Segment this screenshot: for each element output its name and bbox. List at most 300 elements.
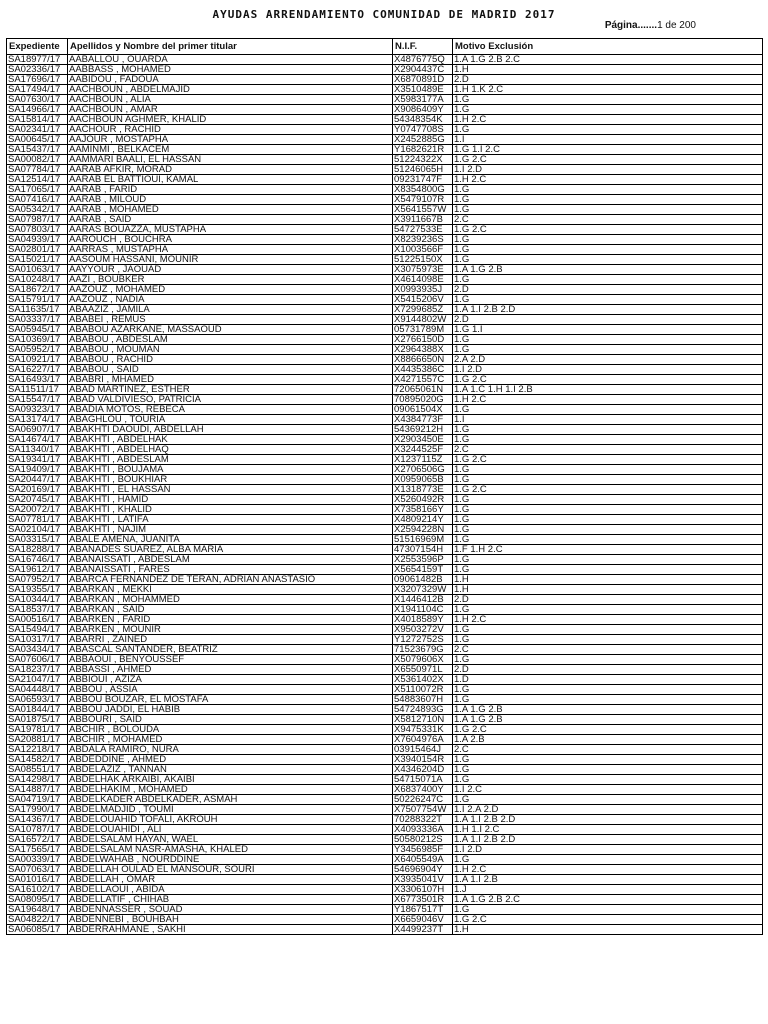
cell-nombre: ABABOU , MOUMAN <box>68 345 393 355</box>
cell-nif: X4499237T <box>393 925 453 935</box>
cell-expediente: SA03434/17 <box>7 645 68 655</box>
cell-motivo: 1.G <box>453 435 763 445</box>
table-row <box>7 925 763 935</box>
cell-expediente: SA07784/17 <box>7 165 68 175</box>
cell-nombre: ABDENNASSER , SOUAD <box>68 905 393 915</box>
table-row <box>7 655 763 665</box>
cell-nif: 09061482B <box>393 575 453 585</box>
table-row <box>7 415 763 425</box>
cell-expediente: SA04448/17 <box>7 685 68 695</box>
table-row <box>7 895 763 905</box>
cell-motivo: 1.G <box>453 335 763 345</box>
table-row <box>7 615 763 625</box>
cell-nif: 03915464J <box>393 745 453 755</box>
cell-expediente: SA06085/17 <box>7 925 68 935</box>
cell-motivo: 1.G <box>453 405 763 415</box>
cell-expediente: SA15547/17 <box>7 395 68 405</box>
cell-nombre: ABARKAN , MOHAMMED <box>68 595 393 605</box>
cell-motivo: 1.G <box>453 95 763 105</box>
cell-nif: X6837400Y <box>393 785 453 795</box>
cell-nombre: ABALE AMENA, JUANITA <box>68 535 393 545</box>
cell-nif: X6659046V <box>393 915 453 925</box>
table-row <box>7 65 763 75</box>
cell-nif: X9144802W <box>393 315 453 325</box>
cell-expediente: SA14367/17 <box>7 815 68 825</box>
cell-nombre: ABAKHTI , EL HASSAN <box>68 485 393 495</box>
cell-motivo: 1.G <box>453 625 763 635</box>
cell-nombre: ABABRI , MHAMED <box>68 375 393 385</box>
cell-motivo: 2.D <box>453 285 763 295</box>
cell-motivo: 1.G 2.C <box>453 485 763 495</box>
table-row <box>7 285 763 295</box>
cell-expediente: SA20169/17 <box>7 485 68 495</box>
cell-expediente: SA14298/17 <box>7 775 68 785</box>
cell-nif: X9503272V <box>393 625 453 635</box>
cell-motivo: 1.G <box>453 245 763 255</box>
cell-expediente: SA15494/17 <box>7 625 68 635</box>
table-row <box>7 675 763 685</box>
cell-nombre: ABDELWAHAB , NOURDDINE <box>68 855 393 865</box>
header-nif: N.I.F. <box>393 39 453 55</box>
cell-nombre: ABADIA MOTOS, REBECA <box>68 405 393 415</box>
table-row <box>7 825 763 835</box>
cell-expediente: SA01063/17 <box>7 265 68 275</box>
cell-nif: X1446412B <box>393 595 453 605</box>
table-row <box>7 245 763 255</box>
cell-expediente: SA19409/17 <box>7 465 68 475</box>
table-row <box>7 295 763 305</box>
cell-expediente: SA05945/17 <box>7 325 68 335</box>
table-row <box>7 765 763 775</box>
cell-expediente: SA17565/17 <box>7 845 68 855</box>
cell-nif: X7604976A <box>393 735 453 745</box>
cell-motivo: 1.G 2.C <box>453 225 763 235</box>
table-row <box>7 75 763 85</box>
cell-motivo: 1.A 1.C 1.H 1.I 2.B <box>453 385 763 395</box>
cell-nombre: AABALLOU , OUARDA <box>68 55 393 65</box>
cell-nif: X5479107R <box>393 195 453 205</box>
cell-expediente: SA18977/17 <box>7 55 68 65</box>
cell-motivo: 1.G 2.C <box>453 155 763 165</box>
cell-motivo: 1.G <box>453 345 763 355</box>
table-row <box>7 875 763 885</box>
cell-nombre: ABBOURI , SAID <box>68 715 393 725</box>
cell-motivo: 1.G <box>453 255 763 265</box>
table-row <box>7 815 763 825</box>
cell-nombre: ABANAISSATI , ABDESLAM <box>68 555 393 565</box>
table-row <box>7 565 763 575</box>
cell-motivo: 1.G 2.C <box>453 725 763 735</box>
cell-expediente: SA16572/17 <box>7 835 68 845</box>
cell-nombre: AARAB AFKIR, MORAD <box>68 165 393 175</box>
cell-motivo: 1.A 1.G 2.B 2.C <box>453 895 763 905</box>
cell-expediente: SA06907/17 <box>7 425 68 435</box>
cell-nombre: AAZOUZ , MOHAMED <box>68 285 393 295</box>
table-row <box>7 725 763 735</box>
table-row <box>7 265 763 275</box>
table-row <box>7 865 763 875</box>
cell-nombre: AARAB , MILOUD <box>68 195 393 205</box>
table-row <box>7 85 763 95</box>
cell-nif: 71523679G <box>393 645 453 655</box>
header-motivo: Motivo Exclusión <box>453 39 763 55</box>
cell-nif: 54696904Y <box>393 865 453 875</box>
cell-expediente: SA15021/17 <box>7 255 68 265</box>
cell-motivo: 1.H <box>453 585 763 595</box>
table-row <box>7 335 763 345</box>
cell-expediente: SA06593/17 <box>7 695 68 705</box>
cell-nif: X5983177A <box>393 95 453 105</box>
cell-motivo: 1.G <box>453 905 763 915</box>
cell-expediente: SA07803/17 <box>7 225 68 235</box>
cell-nombre: ABARKEN , MOUNIR <box>68 625 393 635</box>
table-row <box>7 55 763 65</box>
table-row <box>7 485 763 495</box>
cell-expediente: SA18672/17 <box>7 285 68 295</box>
table-row <box>7 315 763 325</box>
cell-motivo: 1.I <box>453 415 763 425</box>
cell-nif: X5812710N <box>393 715 453 725</box>
cell-nombre: ABDELLAOUI , ABIDA <box>68 885 393 895</box>
cell-motivo: 1.G <box>453 505 763 515</box>
table-row <box>7 605 763 615</box>
cell-expediente: SA07952/17 <box>7 575 68 585</box>
cell-expediente: SA19612/17 <box>7 565 68 575</box>
cell-motivo: 1.A 1.I 2.B 2.D <box>453 305 763 315</box>
cell-nombre: ABAD VALDIVIESO, PATRICIA <box>68 395 393 405</box>
table-row <box>7 385 763 395</box>
cell-motivo: 1.G <box>453 295 763 305</box>
cell-expediente: SA20072/17 <box>7 505 68 515</box>
cell-nif: 09061504X <box>393 405 453 415</box>
table-row <box>7 125 763 135</box>
table-row <box>7 745 763 755</box>
cell-motivo: 1.H 2.C <box>453 615 763 625</box>
cell-expediente: SA02341/17 <box>7 125 68 135</box>
cell-nombre: ABAKHTI , NAJIM <box>68 525 393 535</box>
cell-motivo: 1.J <box>453 885 763 895</box>
cell-nif: 05731789M <box>393 325 453 335</box>
table-row <box>7 795 763 805</box>
cell-nombre: ABARCA FERNANDEZ DE TERAN, ADRIAN ANASTASIO <box>68 575 393 585</box>
table-row <box>7 855 763 865</box>
cell-motivo: 1.H <box>453 575 763 585</box>
cell-motivo: 1.G <box>453 765 763 775</box>
cell-nif: Y0747708S <box>393 125 453 135</box>
cell-expediente: SA20745/17 <box>7 495 68 505</box>
cell-expediente: SA16102/17 <box>7 885 68 895</box>
cell-nif: 09231747F <box>393 175 453 185</box>
cell-expediente: SA19781/17 <box>7 725 68 735</box>
cell-nombre: ABAKHTI DAOUDI, ABDELLAH <box>68 425 393 435</box>
cell-nif: X6870891D <box>393 75 453 85</box>
cell-motivo: 1.H 2.C <box>453 175 763 185</box>
cell-nombre: AACHBOUN , ALIA <box>68 95 393 105</box>
table-row <box>7 755 763 765</box>
cell-nombre: AASOUM HASSANI, MOUNIR <box>68 255 393 265</box>
cell-nombre: AARAB , MOHAMED <box>68 205 393 215</box>
cell-motivo: 2.D <box>453 595 763 605</box>
cell-nombre: ABAKHTI , ABDELHAK <box>68 435 393 445</box>
cell-nif: 51225150X <box>393 255 453 265</box>
table-row <box>7 275 763 285</box>
table-row <box>7 135 763 145</box>
cell-motivo: 2.C <box>453 215 763 225</box>
cell-nombre: ABDELLAH OULAD EL MANSOUR, SOURI <box>68 865 393 875</box>
table-row <box>7 455 763 465</box>
cell-expediente: SA19648/17 <box>7 905 68 915</box>
cell-nif: X3244525F <box>393 445 453 455</box>
cell-expediente: SA16493/17 <box>7 375 68 385</box>
cell-motivo: 1.G <box>453 185 763 195</box>
cell-nif: X8354800G <box>393 185 453 195</box>
cell-expediente: SA01016/17 <box>7 875 68 885</box>
cell-motivo: 1.D <box>453 675 763 685</box>
cell-motivo: 1.G <box>453 605 763 615</box>
cell-nombre: AARAB , FARID <box>68 185 393 195</box>
cell-expediente: SA10787/17 <box>7 825 68 835</box>
cell-nif: X6405549A <box>393 855 453 865</box>
cell-motivo: 1.G <box>453 105 763 115</box>
cell-nif: X6773501R <box>393 895 453 905</box>
cell-expediente: SA09323/17 <box>7 405 68 415</box>
document-title: AYUDAS ARRENDAMIENTO COMUNIDAD DE MADRID 2017 <box>212 8 556 21</box>
table-row <box>7 635 763 645</box>
cell-motivo: 2.D <box>453 315 763 325</box>
cell-expediente: SA10369/17 <box>7 335 68 345</box>
table-row <box>7 845 763 855</box>
cell-expediente: SA04719/17 <box>7 795 68 805</box>
table-row <box>7 175 763 185</box>
cell-expediente: SA16746/17 <box>7 555 68 565</box>
cell-nif: X4271557C <box>393 375 453 385</box>
cell-expediente: SA00082/17 <box>7 155 68 165</box>
cell-expediente: SA07063/17 <box>7 865 68 875</box>
cell-nif: X1318773E <box>393 485 453 495</box>
cell-nombre: ABAD MARTINEZ, ESTHER <box>68 385 393 395</box>
cell-expediente: SA15437/17 <box>7 145 68 155</box>
cell-nif: 54883607H <box>393 695 453 705</box>
cell-expediente: SA08095/17 <box>7 895 68 905</box>
cell-nif: X4093336A <box>393 825 453 835</box>
cell-nombre: ABASCAL SANTANDER, BEATRIZ <box>68 645 393 655</box>
cell-expediente: SA10344/17 <box>7 595 68 605</box>
table-row <box>7 535 763 545</box>
table-row <box>7 225 763 235</box>
cell-expediente: SA17696/17 <box>7 75 68 85</box>
cell-nombre: ABABOU , SAID <box>68 365 393 375</box>
cell-expediente: SA10248/17 <box>7 275 68 285</box>
table-row <box>7 445 763 455</box>
cell-nombre: AAJOUR , MOSTAPHA <box>68 135 393 145</box>
cell-motivo: 1.G <box>453 535 763 545</box>
table-row <box>7 695 763 705</box>
table-row <box>7 405 763 415</box>
cell-expediente: SA11340/17 <box>7 445 68 455</box>
cell-motivo: 1.H 2.C <box>453 395 763 405</box>
cell-nombre: ABABOU , RACHID <box>68 355 393 365</box>
cell-motivo: 1.I 2.D <box>453 165 763 175</box>
cell-nombre: AARAS BOUAZZA, MUSTAPHA <box>68 225 393 235</box>
cell-motivo: 1.G <box>453 475 763 485</box>
cell-motivo: 1.A 2.B <box>453 735 763 745</box>
cell-nif: X2904437C <box>393 65 453 75</box>
cell-nombre: AAYYOUR , JAOUAD <box>68 265 393 275</box>
cell-nif: X5415206V <box>393 295 453 305</box>
cell-nif: X0959065B <box>393 475 453 485</box>
cell-nombre: AARRAS , MUSTAPHA <box>68 245 393 255</box>
cell-nif: X3940154R <box>393 755 453 765</box>
cell-nombre: ABDELKADER ABDELKADER, ASMAH <box>68 795 393 805</box>
cell-motivo: 1.G <box>453 695 763 705</box>
cell-nombre: ABAKHTI , KHALID <box>68 505 393 515</box>
cell-nombre: ABARKAN , SAID <box>68 605 393 615</box>
cell-motivo: 2.D <box>453 665 763 675</box>
table-row <box>7 365 763 375</box>
cell-expediente: SA04939/17 <box>7 235 68 245</box>
cell-expediente: SA14674/17 <box>7 435 68 445</box>
cell-motivo: 1.H 1.I 2.C <box>453 825 763 835</box>
cell-motivo: 1.G <box>453 125 763 135</box>
cell-motivo: 1.H <box>453 65 763 75</box>
cell-nombre: ABABOU AZARKANE, MASSAOUD <box>68 325 393 335</box>
cell-nif: 50226247C <box>393 795 453 805</box>
table-row <box>7 555 763 565</box>
cell-nombre: AARAB , SAID <box>68 215 393 225</box>
cell-nif: Y1867517T <box>393 905 453 915</box>
table-row <box>7 525 763 535</box>
cell-nombre: AABBASS , MOHAMED <box>68 65 393 75</box>
cell-nombre: ABARKAN , MEKKI <box>68 585 393 595</box>
cell-expediente: SA07606/17 <box>7 655 68 665</box>
table-row <box>7 835 763 845</box>
table-row <box>7 505 763 515</box>
cell-nombre: ABAGHLOU , TOURIA <box>68 415 393 425</box>
table-body <box>7 55 763 935</box>
cell-expediente: SA01844/17 <box>7 705 68 715</box>
cell-motivo: 1.I 2.A 2.D <box>453 805 763 815</box>
cell-nif: X0993935J <box>393 285 453 295</box>
cell-expediente: SA10317/17 <box>7 635 68 645</box>
cell-expediente: SA15814/17 <box>7 115 68 125</box>
cell-motivo: 1.G <box>453 495 763 505</box>
cell-nombre: ABBOU , ASSIA <box>68 685 393 695</box>
cell-nif: X5260492R <box>393 495 453 505</box>
table-row <box>7 145 763 155</box>
cell-motivo: 1.G <box>453 855 763 865</box>
table-row <box>7 885 763 895</box>
cell-motivo: 1.G <box>453 555 763 565</box>
table-row <box>7 585 763 595</box>
cell-motivo: 1.I 2.C <box>453 785 763 795</box>
cell-nif: X1237115Z <box>393 455 453 465</box>
cell-nombre: AARAB EL BATTIOUI, KAMAL <box>68 175 393 185</box>
page-indicator <box>605 20 696 31</box>
table-row <box>7 915 763 925</box>
cell-motivo: 1.G <box>453 515 763 525</box>
table-row <box>7 465 763 475</box>
table-row <box>7 105 763 115</box>
cell-nombre: ABDELLAH , OMAR <box>68 875 393 885</box>
cell-nif: X9086409Y <box>393 105 453 115</box>
table-row <box>7 595 763 605</box>
cell-nombre: AAZOUZ , NADIA <box>68 295 393 305</box>
cell-nombre: ABAAZIZ , JAMILA <box>68 305 393 315</box>
table-row <box>7 355 763 365</box>
cell-motivo: 1.I <box>453 135 763 145</box>
cell-nombre: AACHBOUN AGHMER, KHALID <box>68 115 393 125</box>
table-row <box>7 185 763 195</box>
cell-nif: 54369212H <box>393 425 453 435</box>
cell-expediente: SA21047/17 <box>7 675 68 685</box>
cell-expediente: SA14966/17 <box>7 105 68 115</box>
cell-nombre: ABDELLATIF , CHIHAB <box>68 895 393 905</box>
cell-expediente: SA19355/17 <box>7 585 68 595</box>
cell-expediente: SA01875/17 <box>7 715 68 725</box>
cell-nombre: ABDELMADJID , TOUMI <box>68 805 393 815</box>
cell-nif: X5110072R <box>393 685 453 695</box>
cell-nif: X4435386C <box>393 365 453 375</box>
cell-expediente: SA05342/17 <box>7 205 68 215</box>
cell-expediente: SA02801/17 <box>7 245 68 255</box>
cell-nif: X7299685Z <box>393 305 453 315</box>
cell-nombre: ABANADES SUAREZ, ALBA MARIA <box>68 545 393 555</box>
cell-expediente: SA18288/17 <box>7 545 68 555</box>
cell-nombre: ABARRI , ZAINED <box>68 635 393 645</box>
cell-nif: X5654159T <box>393 565 453 575</box>
cell-expediente: SA08551/17 <box>7 765 68 775</box>
cell-nif: X3935041V <box>393 875 453 885</box>
cell-nombre: ABBASSI , AHMED <box>68 665 393 675</box>
cell-expediente: SA17494/17 <box>7 85 68 95</box>
cell-nif: X2706506G <box>393 465 453 475</box>
cell-nif: X3306107H <box>393 885 453 895</box>
cell-motivo: 1.G 2.C <box>453 375 763 385</box>
cell-nif: 54715071A <box>393 775 453 785</box>
cell-nombre: ABAKHTI , BOUKHIAR <box>68 475 393 485</box>
cell-nombre: ABCHIR , BOLOUDA <box>68 725 393 735</box>
cell-expediente: SA11635/17 <box>7 305 68 315</box>
cell-motivo: 1.G <box>453 525 763 535</box>
table-row <box>7 345 763 355</box>
cell-motivo: 1.G <box>453 235 763 245</box>
cell-expediente: SA20881/17 <box>7 735 68 745</box>
table-row <box>7 95 763 105</box>
cell-nombre: ABDELOUAHID TOFALI, AKROUH <box>68 815 393 825</box>
header-expediente: Expediente <box>7 39 68 55</box>
table-row <box>7 115 763 125</box>
cell-nombre: ABAKHTI , BOUJAMA <box>68 465 393 475</box>
cell-nif: X4018589Y <box>393 615 453 625</box>
cell-motivo: 1.A 1.G 2.B <box>453 705 763 715</box>
cell-nif: 54724893G <box>393 705 453 715</box>
cell-nif: 70895020G <box>393 395 453 405</box>
cell-nombre: ABBOU JADDI, EL HABIB <box>68 705 393 715</box>
cell-nombre: ABDELOUAHIDI , ALI <box>68 825 393 835</box>
cell-nif: X8239236S <box>393 235 453 245</box>
cell-expediente: SA14887/17 <box>7 785 68 795</box>
table-row <box>7 805 763 815</box>
cell-nif: Y3456985F <box>393 845 453 855</box>
cell-nombre: AAZI , BOUBKER <box>68 275 393 285</box>
cell-nombre: ABDERRAHMANE , SAKHI <box>68 925 393 935</box>
table-row <box>7 685 763 695</box>
cell-expediente: SA20447/17 <box>7 475 68 485</box>
cell-nif: X4614098E <box>393 275 453 285</box>
cell-expediente: SA17990/17 <box>7 805 68 815</box>
cell-expediente: SA07630/17 <box>7 95 68 105</box>
cell-expediente: SA12218/17 <box>7 745 68 755</box>
